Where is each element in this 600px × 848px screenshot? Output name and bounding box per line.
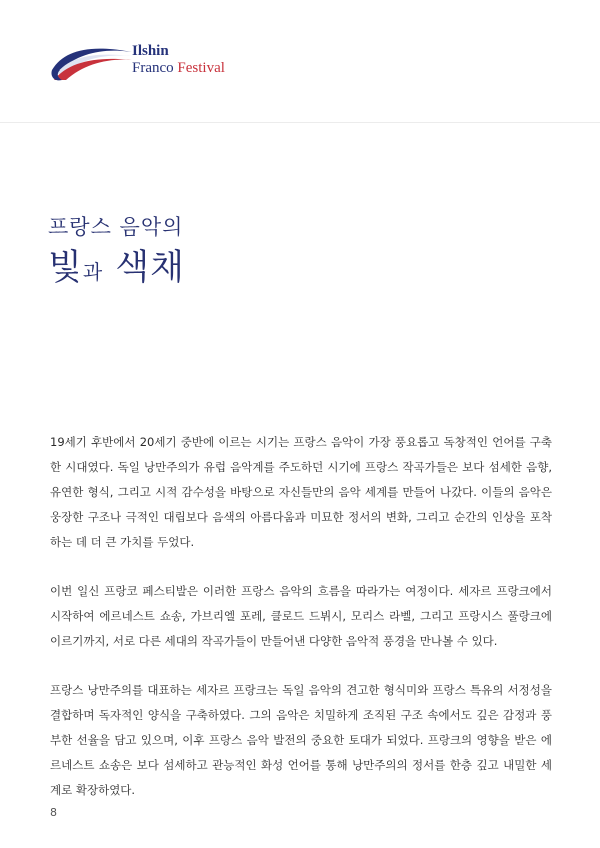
logo-line1: Ilshin [132, 43, 169, 59]
logo-word-festival: Festival [177, 60, 225, 76]
logo-text [132, 43, 225, 77]
page-number: 8 [50, 806, 57, 819]
paragraph-1: 19세기 후반에서 20세기 중반에 이르는 시기는 프랑스 음악이 가장 풍요롭고 독창적인 언어를 구축한 시대였다. 독일 낭만주의가 유럽 음악계를 주도하던 시기에 프랑스 작곡가들은 보다 섬세한 음향, 유연한 형식, 그리고 시적 감수성을 바탕으로 자신들만의 음악 세계를 만들어 나갔다. 이들의 음악은 웅장한 구조나 극적인 대립보다 음색의 아름다움과 미묘한 정서의 변화, 그리고 순간의 인상을 포착하는 데 더 큰 가치를 두었다. [50, 435, 552, 549]
page-subtitle: 프랑스 음악의 [48, 215, 184, 239]
title-particle: 과 [82, 260, 104, 284]
page-header [0, 0, 600, 123]
body-text [50, 430, 552, 827]
title-word-color: 색채 [103, 248, 185, 288]
paragraph-2: 이번 일신 프랑코 페스티발은 이러한 프랑스 음악의 흐름을 따라가는 여정이다. 세자르 프랑크에서 시작하여 에르네스트 쇼송, 가브리엘 포레, 클로드 드뷔시, 모리스 라벨, 그리고 프랑시스 풀랑크에 이르기까지, 서로 다른 세대의 작곡가들이 만들어낸 다양한 음악적 풍경을 만나볼 수 있다. [50, 584, 552, 648]
tricolor-ribbon-icon [50, 40, 134, 84]
festival-logo [50, 40, 240, 90]
paragraph-3: 프랑스 낭만주의를 대표하는 세자르 프랑크는 독일 음악의 견고한 형식미와 프랑스 특유의 서정성을 결합하며 독자적인 양식을 구축하였다. 그의 음악은 치밀하게 조직된 구조 속에서도 깊은 감정과 풍부한 선율을 담고 있으며, 이후 프랑스 음악 발전의 중요한 토대가 되었다. 프랑크의 영향을 받은 에르네스트 쇼송은 보다 섬세하고 관능적인 화성 언어를 통해 낭만주의의 정서를 한층 깊고 내밀한 세계로 확장하였다. [50, 683, 552, 797]
page-title [48, 246, 185, 294]
logo-line2 [132, 60, 225, 77]
title-word-light: 빛 [48, 248, 83, 288]
logo-word-franco: Franco [132, 60, 178, 76]
title-block [48, 214, 185, 294]
